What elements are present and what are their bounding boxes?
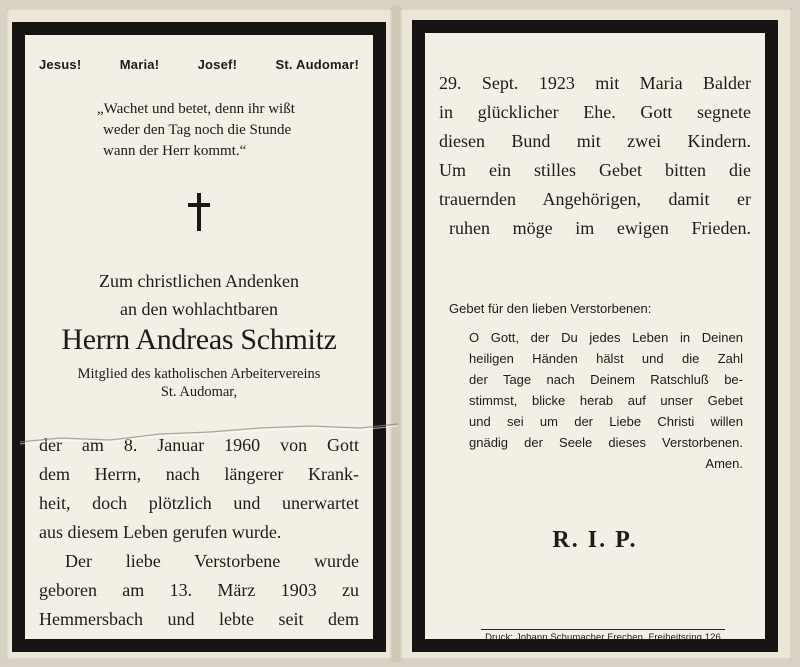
holy-name: Jesus!	[39, 57, 82, 72]
bible-quote	[97, 99, 349, 162]
right-card	[400, 8, 792, 660]
holy-names	[39, 57, 359, 72]
body-line: ruhen möge im ewigen Frieden.	[449, 218, 751, 238]
holy-name: St. Audomar!	[275, 57, 359, 72]
prayer-line: gnädig der Seele dieses Verstorbenen.	[469, 435, 743, 450]
prayer-line: O Gott, der Du jedes Leben in Deinen	[469, 330, 743, 345]
left-mourning-frame	[12, 22, 386, 652]
member-line: St. Audomar,	[160, 384, 238, 400]
memorial-intro	[39, 267, 359, 323]
memory-line: an den wohlachtbaren	[120, 299, 278, 319]
cross-icon	[188, 193, 210, 231]
rip-text: R. I. P.	[552, 527, 638, 553]
printer-imprint: Druck: Johann Schumacher Frechen, Freiheitsring 126	[481, 629, 725, 643]
card-fold	[392, 6, 400, 662]
left-card	[6, 8, 392, 660]
body-line: der am 8. Januar 1960 von Gott	[39, 435, 359, 455]
body-line: geboren am 13. März 1903 zu	[39, 580, 359, 600]
body-line: aus diesem Leben gerufen wurde.	[39, 522, 282, 542]
quote-line: „Wachet und betet, denn ihr wißt	[97, 101, 295, 117]
right-body-text	[439, 69, 751, 243]
membership	[39, 365, 359, 401]
body-line: Hemmersbach und lebte seit dem	[39, 609, 359, 629]
prayer-line: und sei um der Liebe Christi willen	[469, 414, 743, 429]
deceased-name: Herrn Andreas Schmitz	[61, 323, 337, 356]
body-line: diesen Bund mit zwei Kindern.	[439, 131, 751, 151]
prayer-line: der Tage nach Deinem Ratschluß be-	[469, 372, 743, 387]
prayer-line: stimmst, blicke herab auf unser Gebet	[469, 393, 743, 408]
member-line: Mitglied des katholischen Arbeitervereins	[77, 366, 321, 382]
holy-name: Josef!	[197, 57, 238, 72]
body-line: Der liebe Verstorbene wurde	[65, 551, 359, 571]
prayer-heading: Gebet für den lieben Verstorbenen:	[449, 301, 652, 316]
memory-line: Zum christlichen Andenken	[99, 271, 299, 291]
body-line: trauernden Angehörigen, damit er	[439, 189, 751, 209]
body-line: 29. Sept. 1923 mit Maria Balder	[439, 73, 751, 93]
prayer-amen: Amen.	[705, 456, 743, 471]
body-line: in glücklicher Ehe. Gott segnete	[439, 102, 751, 122]
right-mourning-frame	[412, 20, 778, 652]
body-line: Um ein stilles Gebet bitten die	[439, 160, 751, 180]
quote-line: wann der Herr kommt.“	[103, 143, 247, 159]
prayer-line: heiligen Händen hälst und die Zahl	[469, 351, 743, 366]
left-body-text	[39, 431, 359, 634]
quote-line: weder den Tag noch die Stunde	[103, 122, 292, 138]
body-line: dem Herrn, nach längerer Krank-	[39, 464, 359, 484]
body-line: heit, doch plötzlich und unerwartet	[39, 493, 359, 513]
holy-name: Maria!	[119, 57, 160, 72]
prayer-text	[469, 327, 743, 474]
